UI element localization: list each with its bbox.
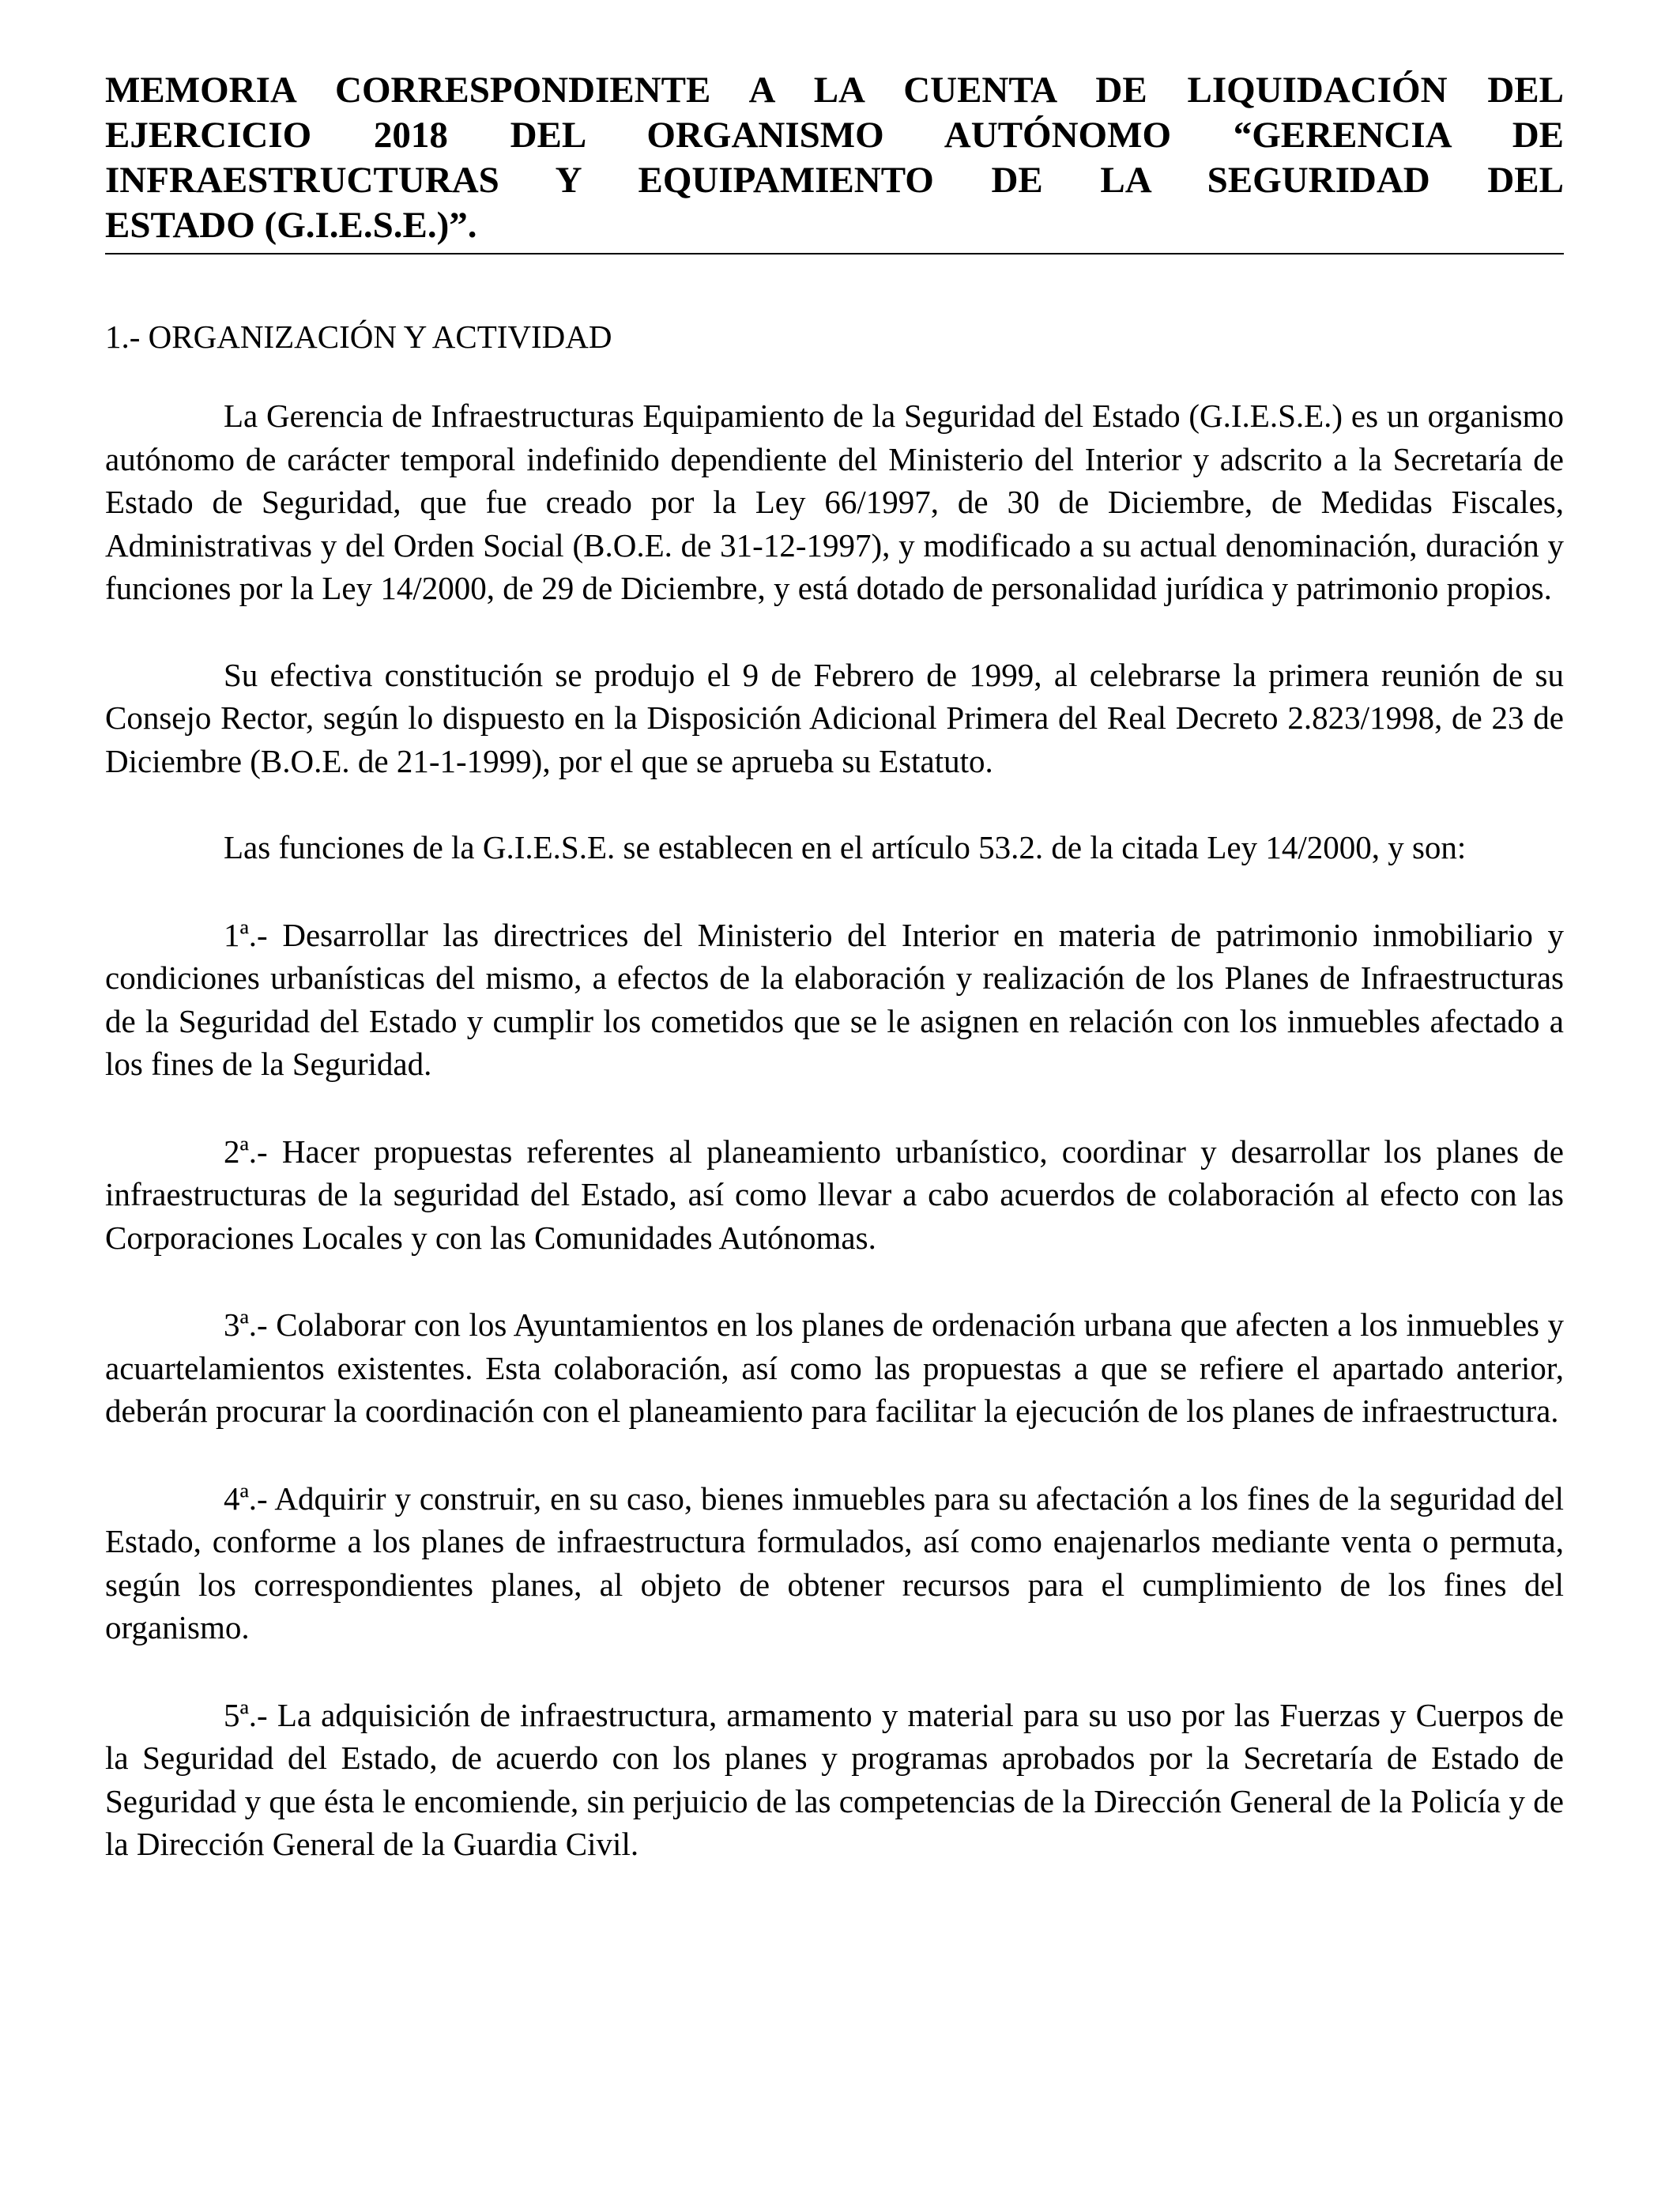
paragraph-intro-text: La Gerencia de Infraestructuras Equipamiento de la Seguridad del Estado (G.I.E.S.E.) es un organismo autónomo de carácter temporal indefinido dependiente del Ministerio del Interior y adscrito a la Secretaría de Estado de Seguridad, que fue creado por la Ley 66/1997, de 30 de Diciembre, de Medidas Fiscales, Administrativas y del Orden Social (B.O.E. de 31-12-1997), y modificado a su actual denominación, duración y funciones por la Ley 14/2000, de 29 de Diciembre, y está dotado de personalidad jurídica y patrimonio propios. — [105, 398, 1564, 606]
title-line-3: INFRAESTRUCTURAS Y EQUIPAMIENTO DE LA SEGURIDAD DEL — [105, 160, 1564, 201]
paragraph-constitution — [105, 654, 1564, 783]
function-item-2 — [105, 1130, 1564, 1260]
title-line-4: ESTADO (G.I.E.S.E.)”. — [105, 205, 477, 246]
function-item-4 — [105, 1477, 1564, 1649]
paragraph-intro — [105, 394, 1564, 610]
function-item-1 — [105, 914, 1564, 1086]
function-ordinal-5: 5ª.- — [224, 1696, 268, 1733]
title-line-1: MEMORIA CORRESPONDIENTE A LA CUENTA DE LIQUIDACIÓN DEL — [105, 70, 1564, 111]
function-ordinal-1: 1ª.- — [224, 916, 268, 953]
function-ordinal-3: 3ª.- — [224, 1306, 268, 1343]
document-title — [105, 68, 1564, 254]
function-item-5 — [105, 1694, 1564, 1866]
function-text-3: Colaborar con los Ayuntamientos en los planes de ordenación urbana que afecten a los inmuebles y acuartelamientos existentes. Esta colaboración, así como las propuestas a que se refiere el apartado anterior, deberán procurar la coordinación con el planeamiento para facilitar la ejecución de los planes de infraestructura. — [105, 1306, 1565, 1429]
paragraph-functions-intro — [105, 826, 1564, 869]
function-text-2: Hacer propuestas referentes al planeamiento urbanístico, coordinar y desarrollar los planes de infraestructuras de la seguridad del Estado, así como llevar a cabo acuerdos de colaboración al efecto con las Corporaciones Locales y con las Comunidades Autónomas. — [105, 1133, 1564, 1256]
function-ordinal-4: 4ª.- — [224, 1480, 268, 1517]
function-item-3 — [105, 1303, 1564, 1433]
document-page — [105, 68, 1564, 1866]
paragraph-constitution-text: Su efectiva constitución se produjo el 9 de Febrero de 1999, al celebrarse la primera reunión de su Consejo Rector, según lo dispuesto en la Disposición Adicional Primera del Real Decreto 2.823/1998, de 23 de Diciembre (B.O.E. de 21-1-1999), por el que se aprueba su Estatuto. — [105, 656, 1564, 779]
section-heading: 1.- ORGANIZACIÓN Y ACTIVIDAD — [105, 319, 612, 355]
paragraph-functions-intro-text: Las funciones de la G.I.E.S.E. se establecen en el artículo 53.2. de la citada Ley 14/2000, y son: — [224, 829, 1467, 865]
function-ordinal-2: 2ª.- — [224, 1133, 268, 1170]
function-text-1: Desarrollar las directrices del Ministerio del Interior en materia de patrimonio inmobiliario y condiciones urbanísticas del mismo, a efectos de la elaboración y realización de los Planes de Infraestructuras de la Seguridad del Estado y cumplir los cometidos que se le asignen en relación con los inmuebles afectado a los fines de la Seguridad. — [105, 916, 1565, 1082]
function-text-4: Adquirir y construir, en su caso, bienes inmuebles para su afectación a los fines de la seguridad del Estado, conforme a los planes de infraestructura formulados, así como enajenarlos mediante venta o permuta, según los correspondientes planes, al objeto de obtener recursos para el cumplimiento de los fines del organismo. — [105, 1480, 1564, 1646]
function-text-5: La adquisición de infraestructura, armamento y material para su uso por las Fuerzas y Cuerpos de la Seguridad del Estado, de acuerdo con los planes y programas aprobados por la Secretaría de Estado de Seguridad y que ésta le encomiende, sin perjuicio de las competencias de la Dirección General de la Policía y de la Dirección General de la Guardia Civil. — [105, 1696, 1565, 1862]
title-line-2: EJERCICIO 2018 DEL ORGANISMO AUTÓNOMO “GERENCIA DE — [105, 115, 1564, 156]
